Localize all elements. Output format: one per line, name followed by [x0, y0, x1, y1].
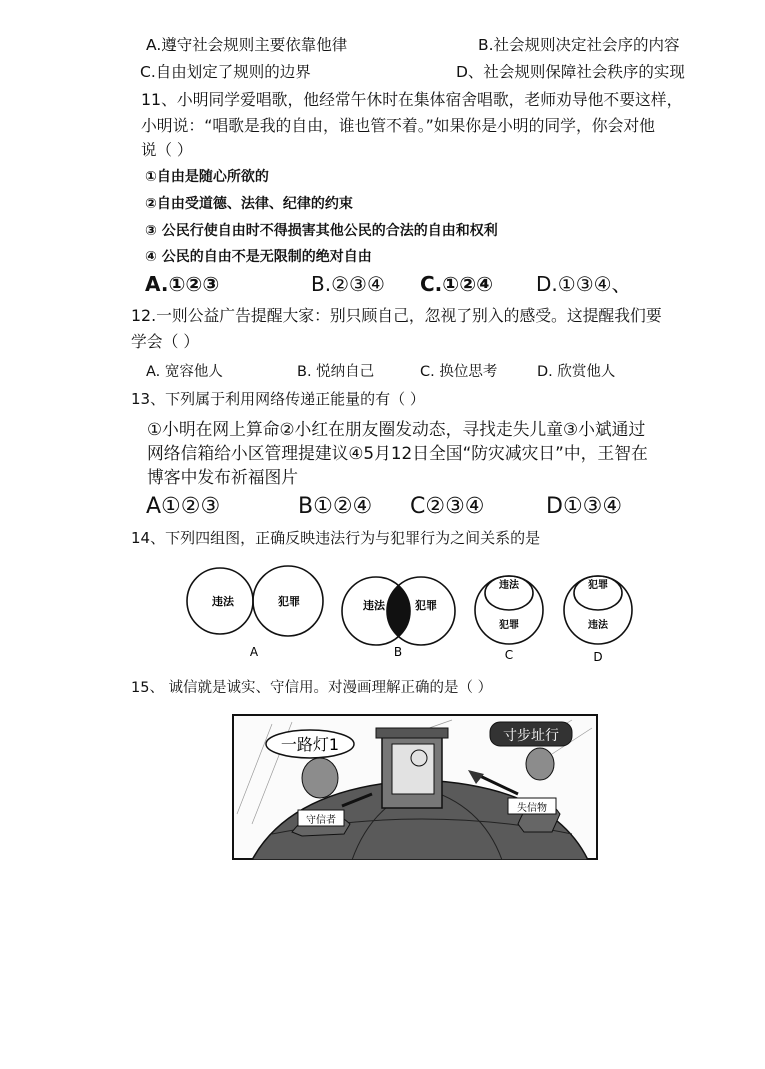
diagram-a-illegal-label: 违法 [212, 595, 234, 608]
q10-option-a: A.遵守社会规则主要依靠他律 [146, 36, 348, 54]
q11-item-1: ①自由是随心所欲的 [145, 169, 269, 185]
q11-stem-line2: 小明说：“唱歌是我的自由，谁也管不着。”如果你是小明的同学，你会对他 [141, 116, 655, 135]
q14-diagrams [0, 562, 765, 672]
q11-option-c: C.①②④ [420, 272, 494, 296]
q11-item-3: ③ 公民行使自由时不得损害其他公民的合法的自由和权利 [145, 223, 498, 239]
diagram-d-crime-label: 犯罪 [588, 580, 608, 591]
q10-option-d: D、社会规则保障社会秩序的实现 [456, 63, 685, 81]
q11-item-4: ④ 公民的自由不是无限制的绝对自由 [145, 249, 372, 265]
cartoon-breaker-label: 失信物 [517, 803, 547, 814]
q12-stem-line2: 学会（ ） [131, 332, 200, 351]
q13-option-b: B①②④ [298, 494, 373, 519]
cartoon-right-sign-text: 寸步址行 [503, 728, 559, 744]
diagram-a-crime-label: 犯罪 [278, 595, 300, 608]
q11-option-d: D.①③④、 [536, 272, 632, 296]
diagram-a [187, 566, 323, 659]
q15-cartoon [232, 714, 598, 860]
q11-stem-line1: 11、小明同学爱唱歌，他经常午休时在集体宿舍唱歌，老师劝导他不要这样， [141, 90, 683, 109]
q10-option-c: C.自由划定了规则的边界 [140, 63, 311, 81]
q13-options [0, 494, 765, 522]
q13-body-line1: ①小明在网上算命②小红在朋友圈发动态，寻找走失儿童③小斌通过 [147, 419, 646, 439]
q11-options [0, 271, 765, 297]
diagram-d-letter: D [593, 650, 603, 664]
diagram-c-illegal-label: 违法 [499, 580, 519, 591]
q13-stem: 13、下列属于利用网络传递正能量的有（ ） [131, 390, 425, 408]
diagram-d [564, 576, 632, 664]
q12-stem-line1: 12.一则公益广告提醒大家：别只顾自己，忽视了别入的感受。这提醒我们要 [131, 306, 662, 325]
q12-option-a: A. 宽容他人 [146, 364, 223, 380]
diagram-b [342, 577, 455, 659]
q15-stem: 15、 诚信就是诚实、守信用。对漫画理解正确的是（ ） [131, 680, 493, 696]
cartoon-left-sign-text: 一路灯1 [280, 735, 340, 754]
q13-body-line3: 博客中发布祈福图片 [147, 467, 299, 487]
diagram-d-illegal-label: 违法 [588, 620, 608, 631]
diagram-c-crime-label: 犯罪 [499, 620, 519, 631]
q11-option-b: B.②③④ [311, 272, 385, 296]
q12-option-d: D. 欣赏他人 [537, 364, 616, 380]
cartoon-keeper-label: 守信者 [306, 815, 336, 826]
diagram-c [475, 576, 543, 662]
diagram-b-illegal-label: 违法 [363, 599, 385, 612]
q11-option-a: A.①②③ [145, 272, 220, 296]
diagram-b-crime-label: 犯罪 [415, 599, 437, 612]
q12-option-b: B. 悦纳自己 [297, 364, 375, 380]
diagram-a-letter: A [249, 645, 259, 659]
diagram-c-letter: C [504, 648, 514, 662]
q10-option-b: B.社会规则决定社会序的内容 [478, 36, 680, 54]
diagram-b-letter: B [393, 645, 403, 659]
q11-stem-line3: 说（ ） [141, 141, 193, 159]
q13-option-c: C②③④ [410, 494, 485, 519]
q13-option-a: A①②③ [146, 494, 221, 519]
q12-option-c: C. 换位思考 [420, 364, 498, 380]
q14-stem: 14、下列四组图，正确反映违法行为与犯罪行为之间关系的是 [131, 529, 541, 547]
q13-body-line2: 网络信箱给小区管理提建议④5月12日全国“防灾减灾日”中，王智在 [147, 443, 648, 463]
q11-item-2: ②自由受道德、法律、纪律的约束 [145, 196, 353, 212]
q13-option-d: D①③④ [546, 494, 623, 519]
cartoon-lamp-booth [376, 728, 448, 808]
